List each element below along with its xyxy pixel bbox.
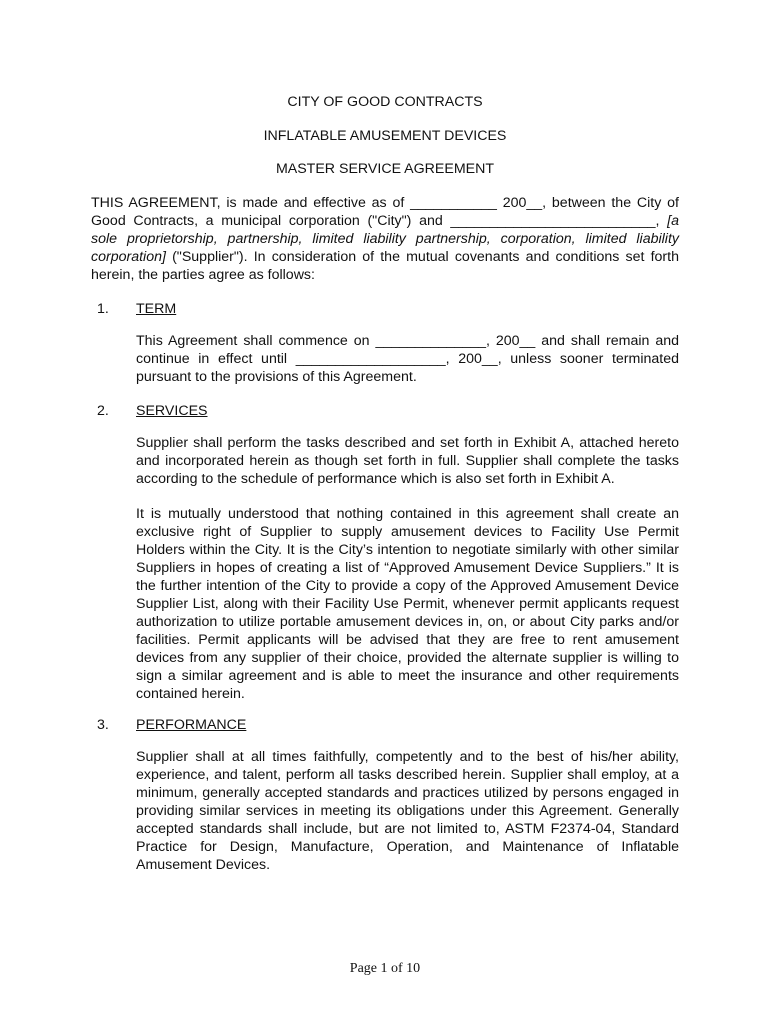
intro-text-a: THIS AGREEMENT, is made and effective as of ___________ 200__, between the City of Good Contracts, a municipal corporation ("City") and __________________________, (91, 195, 679, 229)
section-heading-performance: PERFORMANCE (136, 717, 247, 733)
section-paragraph: Supplier shall perform the tasks described and set forth in Exhibit A, attached hereto and incorporated herein as though set forth in full. Supplier shall complete the tasks according to the schedule of performance which is also set forth in Exhibit A. (136, 435, 679, 487)
section-number: 2. (97, 403, 109, 419)
section-number: 1. (97, 301, 109, 317)
intro-paragraph (91, 194, 679, 284)
section-number: 3. (97, 717, 109, 733)
document-title-city: CITY OF GOOD CONTRACTS (287, 94, 483, 110)
section-paragraph: This Agreement shall commence on ______________, 200__ and shall remain and continue in effect until ___________________, 200__, unless sooner terminated pursuant to the provisions of this Agreement. (136, 333, 679, 385)
section-paragraph: It is mutually understood that nothing contained in this agreement shall create an exclusive right of Supplier to supply amusement devices to Facility Use Permit Holders within the City. It is the City’s intention to negotiate similarly with other similar Suppliers in hopes of creating a list of “Approved Amusement Device Suppliers.” It is the further intention of the City to provide a copy of the Approved Amusement Device Supplier List, along with their Facility Use Permit, whenever permit applicants request authorization to utilize portable amusement devices in, on, or about City parks and/or facilities. Permit applicants will be advised that they are free to rent amusement devices from any supplier of their choice, provided the alternate supplier is willing to sign a similar agreement and is able to meet the insurance and other requirements contained herein. (136, 506, 679, 702)
section-heading-term: TERM (136, 301, 177, 317)
intro-text-italic: [a sole proprietorship, partnership, limited liability partnership, corporation, limited liability corporation] (91, 213, 679, 265)
section-heading-services: SERVICES (136, 403, 208, 419)
document-title-agreement: MASTER SERVICE AGREEMENT (275, 161, 495, 177)
document-title-subject: INFLATABLE AMUSEMENT DEVICES (263, 128, 507, 144)
intro-text-b: ("Supplier"). In consideration of the mutual covenants and conditions set forth herein, the parties agree as follows: (91, 249, 679, 283)
section-paragraph: Supplier shall at all times faithfully, competently and to the best of his/her ability, experience, and talent, perform all tasks described herein. Supplier shall employ, at a minimum, generally accepted standards and practices utilized by persons engaged in providing similar services in meeting its obligations under this Agreement. Generally accepted standards shall include, but are not limited to, ASTM F2374-04, Standard Practice for Design, Manufacture, Operation, and Maintenance of Inflatable Amusement Devices. (136, 749, 679, 873)
page-number: Page 1 of 10 (349, 961, 421, 976)
